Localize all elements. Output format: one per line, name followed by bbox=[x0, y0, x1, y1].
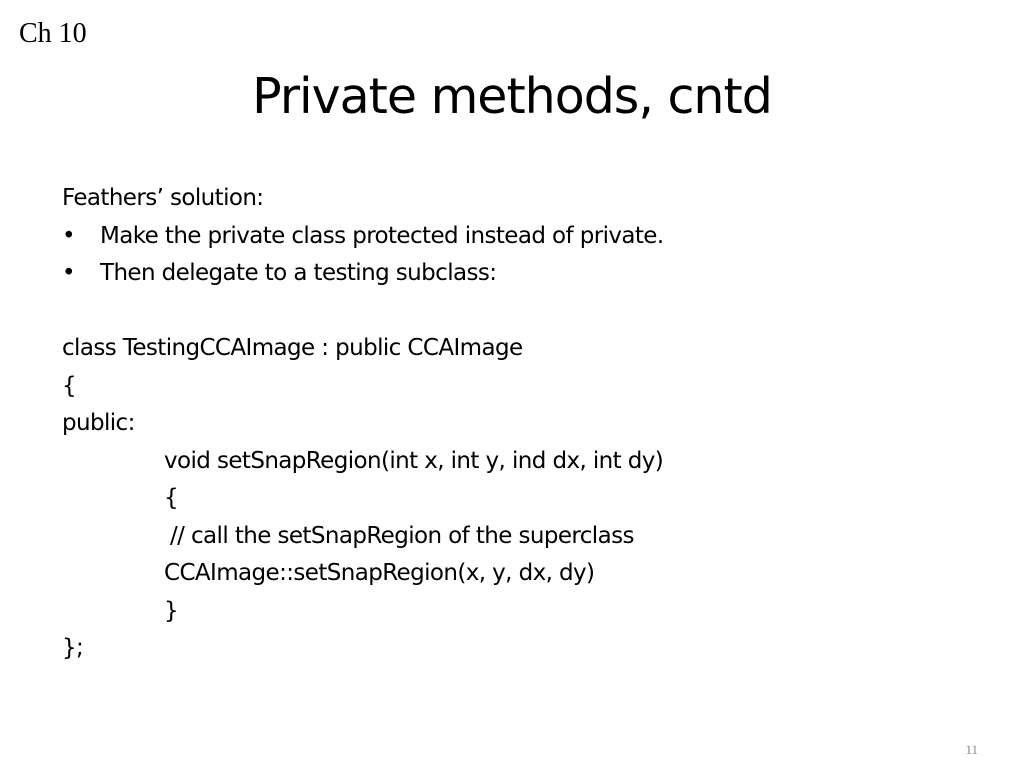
blank-line bbox=[62, 293, 664, 331]
bullet-item bbox=[62, 218, 664, 256]
code-line: CCAImage::setSnapRegion(x, y, dx, dy) bbox=[164, 560, 595, 586]
code-line: // call the setSnapRegion of the superclass bbox=[170, 522, 634, 549]
code-line: void setSnapRegion(int x, int y, ind dx, int dy) bbox=[164, 447, 664, 474]
bullet-marker: • bbox=[62, 260, 75, 286]
code-line: { bbox=[62, 372, 77, 399]
bullet-item bbox=[62, 255, 664, 293]
code-line: }; bbox=[62, 635, 84, 661]
bullet-text: Then delegate to a testing subclass: bbox=[100, 260, 497, 286]
bullet-marker: • bbox=[62, 222, 75, 249]
chapter-label: Ch 10 bbox=[19, 18, 87, 49]
page-number: 11 bbox=[965, 742, 978, 757]
slide-title: Private methods, cntd bbox=[252, 68, 772, 125]
slide-body bbox=[62, 180, 664, 668]
code-line: public: bbox=[62, 410, 135, 436]
bullet-text: Make the private class protected instead of private. bbox=[100, 222, 664, 249]
intro-text: Feathers’ solution: bbox=[62, 185, 264, 211]
code-line: } bbox=[164, 597, 179, 624]
code-line: class TestingCCAImage : public CCAImage bbox=[62, 335, 523, 361]
code-line: { bbox=[164, 485, 179, 511]
